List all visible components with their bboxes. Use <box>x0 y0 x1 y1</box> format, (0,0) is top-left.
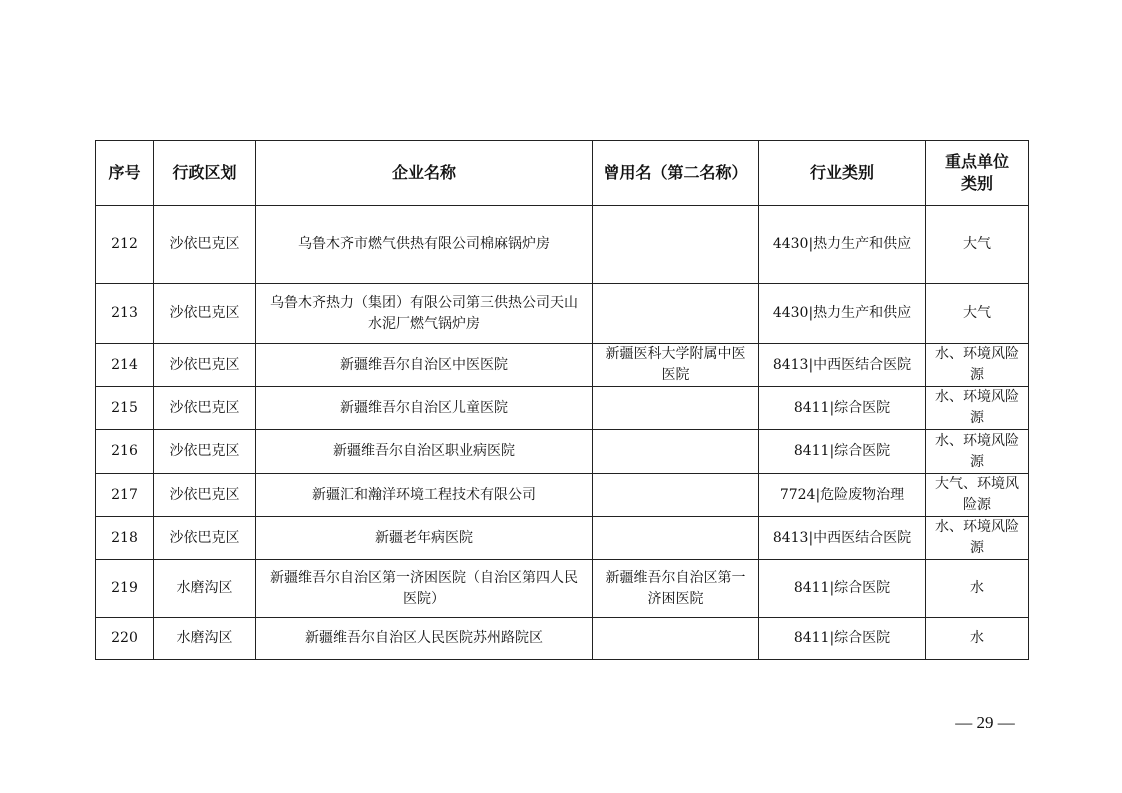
cell-unit-category: 大气 <box>926 284 1029 344</box>
cell-unit-category: 水、环境风险源 <box>926 387 1029 430</box>
header-serial: 序号 <box>96 141 154 206</box>
cell-serial: 220 <box>96 618 154 660</box>
table-row <box>96 517 1029 560</box>
cell-company-name: 新疆维吾尔自治区第一济困医院（自治区第四人民医院） <box>256 560 593 618</box>
cell-unit-category: 水、环境风险源 <box>926 517 1029 560</box>
cell-serial: 217 <box>96 474 154 517</box>
cell-former-name <box>593 284 759 344</box>
cell-former-name: 新疆医科大学附属中医医院 <box>593 344 759 387</box>
cell-unit-category: 水、环境风险源 <box>926 344 1029 387</box>
cell-district: 水磨沟区 <box>154 618 256 660</box>
cell-former-name: 新疆维吾尔自治区第一济困医院 <box>593 560 759 618</box>
table-row <box>96 284 1029 344</box>
table-row <box>96 618 1029 660</box>
cell-industry: 8411|综合医院 <box>759 618 926 660</box>
cell-district: 沙依巴克区 <box>154 206 256 284</box>
cell-serial: 214 <box>96 344 154 387</box>
cell-company-name: 新疆维吾尔自治区儿童医院 <box>256 387 593 430</box>
cell-industry: 8411|综合医院 <box>759 560 926 618</box>
cell-industry: 8411|综合医院 <box>759 387 926 430</box>
cell-unit-category: 水 <box>926 560 1029 618</box>
header-unit-category: 重点单位类别 <box>926 141 1029 206</box>
table-row <box>96 387 1029 430</box>
cell-industry: 7724|危险废物治理 <box>759 474 926 517</box>
cell-district: 沙依巴克区 <box>154 474 256 517</box>
table-row <box>96 344 1029 387</box>
cell-serial: 218 <box>96 517 154 560</box>
cell-former-name <box>593 206 759 284</box>
cell-district: 沙依巴克区 <box>154 387 256 430</box>
header-industry: 行业类别 <box>759 141 926 206</box>
cell-industry: 8413|中西医结合医院 <box>759 344 926 387</box>
cell-industry: 4430|热力生产和供应 <box>759 206 926 284</box>
cell-serial: 215 <box>96 387 154 430</box>
table-header-row <box>96 141 1029 206</box>
cell-company-name: 新疆维吾尔自治区中医医院 <box>256 344 593 387</box>
cell-company-name: 乌鲁木齐热力（集团）有限公司第三供热公司天山水泥厂燃气锅炉房 <box>256 284 593 344</box>
table-row <box>96 206 1029 284</box>
cell-district: 沙依巴克区 <box>154 344 256 387</box>
cell-district: 沙依巴克区 <box>154 284 256 344</box>
cell-industry: 4430|热力生产和供应 <box>759 284 926 344</box>
cell-serial: 213 <box>96 284 154 344</box>
cell-industry: 8411|综合医院 <box>759 430 926 474</box>
cell-district: 水磨沟区 <box>154 560 256 618</box>
cell-former-name <box>593 618 759 660</box>
cell-industry: 8413|中西医结合医院 <box>759 517 926 560</box>
cell-unit-category: 水 <box>926 618 1029 660</box>
cell-serial: 212 <box>96 206 154 284</box>
table-row <box>96 430 1029 474</box>
cell-unit-category: 水、环境风险源 <box>926 430 1029 474</box>
cell-former-name <box>593 517 759 560</box>
table-row <box>96 474 1029 517</box>
cell-former-name <box>593 474 759 517</box>
cell-company-name: 新疆维吾尔自治区职业病医院 <box>256 430 593 474</box>
cell-unit-category: 大气、环境风险源 <box>926 474 1029 517</box>
cell-company-name: 新疆维吾尔自治区人民医院苏州路院区 <box>256 618 593 660</box>
cell-former-name <box>593 387 759 430</box>
table-row <box>96 560 1029 618</box>
cell-unit-category: 大气 <box>926 206 1029 284</box>
cell-district: 沙依巴克区 <box>154 430 256 474</box>
cell-company-name: 新疆汇和瀚洋环境工程技术有限公司 <box>256 474 593 517</box>
cell-serial: 216 <box>96 430 154 474</box>
header-district: 行政区划 <box>154 141 256 206</box>
cell-serial: 219 <box>96 560 154 618</box>
header-company-name: 企业名称 <box>256 141 593 206</box>
header-former-name: 曾用名（第二名称） <box>593 141 759 206</box>
cell-company-name: 新疆老年病医院 <box>256 517 593 560</box>
enterprise-table <box>95 140 1029 660</box>
page-number: — 29 — <box>955 713 1015 732</box>
cell-district: 沙依巴克区 <box>154 517 256 560</box>
cell-former-name <box>593 430 759 474</box>
cell-company-name: 乌鲁木齐市燃气供热有限公司棉麻锅炉房 <box>256 206 593 284</box>
